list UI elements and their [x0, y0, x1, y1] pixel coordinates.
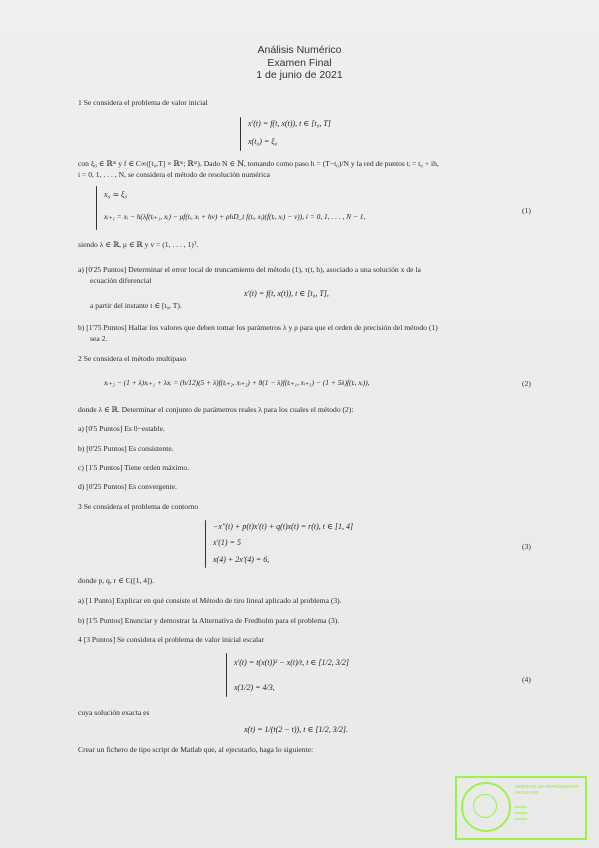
problem-2-intro: 2 Se considera el método multipaso [78, 354, 187, 363]
problem-4-initial-condition: x(1/2) = 4/3, [234, 683, 275, 692]
problem-1-part-a-3: a partir del instante t ∈ [t₀, T). [90, 301, 182, 310]
problem-3-bvp-right: x(4) + 2x'(4) = 6, [213, 555, 270, 564]
problem-4-intro: 4 [3 Puntos] Se considera el problema de valor inicial escalar [78, 635, 264, 644]
exam-header [0, 44, 599, 82]
problem-3-intro: 3 Se considera el problema de contorno [78, 502, 199, 511]
equation-number: (4) [522, 675, 531, 684]
problem-1-part-b: b) [1'75 Puntos] Hallar los valores que deben tomar los parámetros λ y ρ para que el orden de precisión del método (1) [78, 323, 438, 332]
problem-2-method: xᵢ₊₂ − (1 + λ)xᵢ₊₁ + λxᵢ = (h/12)(5 + λ)f(tᵢ₊₂, xᵢ₊₂) + 8(1 − λ)f(tᵢ₊₁, xᵢ₊₁) − (1 + 5λ)f(tᵢ, xᵢ)), [104, 378, 370, 387]
problem-1-part-a-ode: x'(t) = f(t, x(t)), t ∈ [t₀, T], [244, 289, 329, 298]
exam-date: 1 de junio de 2021 [256, 69, 343, 81]
problem-1-part-a-2: ecuación diferencial [90, 276, 152, 285]
problem-2-part-c: c) [1'5 Puntos] Tiene orden máximo. [78, 463, 190, 472]
problem-4-exact-solution: x(t) = 1/(t(2 − t)), t ∈ [1/2, 3/2]. [244, 725, 349, 734]
problem-3-part-a: a) [1 Punto] Explicar en qué consiste el Método de tiro lineal aplicado al problema (3). [78, 596, 342, 605]
brace [205, 520, 206, 568]
problem-3-bvp-equation: −x''(t) + p(t)x'(t) + q(t)x(t) = r(t), t ∈ [1, 4] [213, 522, 354, 531]
problem-1-conditions: con ξ₀ ∈ ℝᵐ y f ∈ C∞([t₀,T] × ℝᵐ; ℝᵐ). Dado N ∈ ℕ, tomando como paso h = (T−t₀)/N y la red de puntos tᵢ = t₀ + ih, [78, 159, 439, 168]
problem-1-part-a: a) [0'25 Puntos] Determinar el error local de truncamiento del método (1), τ(t, h), asociado a una solución x de la [78, 265, 421, 274]
problem-4-task: Crear un fichero de tipo script de Matlab que, al ejecutarlo, haga lo siguiente: [78, 745, 314, 754]
problem-3-part-b: b) [1'5 Puntos] Enunciar y demostrar la Alternativa de Fredholm para el problema (3). [78, 616, 340, 625]
equation-number: (2) [522, 379, 531, 388]
course-title: Análisis Numérico [257, 44, 342, 56]
equation-number: (3) [522, 542, 531, 551]
problem-2-where: donde λ ∈ ℝ. Determinar el conjunto de parámetros reales λ para los cuales el método (2): [78, 405, 354, 414]
equation-number: (1) [522, 206, 531, 215]
problem-2-part-d: d) [0'25 Puntos] Es convergente. [78, 482, 177, 491]
problem-1-parameters: siendo λ ∈ ℝ, μ ∈ ℝ y v = (1, . . . , 1)ᵀ. [78, 240, 199, 249]
exam-title: Examen Final [267, 56, 332, 69]
problem-3-bvp-left: x'(1) = 5 [213, 538, 241, 547]
reprography-stamp [455, 776, 587, 840]
method-1-start: x₀ ≃ ξ₀ [104, 190, 128, 199]
problem-2-part-b: b) [0'25 Puntos] Es consistente. [78, 444, 174, 453]
stamp-lines [457, 802, 585, 820]
brace [96, 186, 97, 230]
problem-1-ode: x'(t) = f(t, x(t)), t ∈ [t₀, T] [248, 119, 331, 128]
problem-4-solution-intro: cuya solución exacta es [78, 708, 150, 717]
method-1-step: xᵢ₊₁ = xᵢ − h(λf(tᵢ₊₁, xᵢ) − μf(tᵢ, xᵢ + hv) + ρhD_t f(tᵢ, xᵢ)(f(tᵢ, xᵢ) − v)), i = 0, 1, . . . , N − 1, [104, 212, 366, 221]
problem-1-conditions-2: i = 0, 1, . . . , N, se considera el método de resolución numérica [78, 170, 270, 179]
problem-4-ode: x'(t) = t(x(t))² − x(t)/t, t ∈ [1/2, 3/2] [234, 658, 350, 667]
brace [240, 117, 241, 151]
problem-2-part-a: a) [0'5 Puntos] Es 0−estable. [78, 424, 165, 433]
problem-1-part-b-2: sea 2. [90, 334, 108, 343]
stamp-text: SERVICIO DE REPROGRAFÍA · FACULTAD [515, 784, 582, 795]
problem-1-intro: 1 Se considera el problema de valor inicial [78, 98, 208, 107]
brace [226, 653, 227, 697]
problem-1-initial-condition: x(t₀) = ξ₀ [248, 137, 278, 146]
problem-3-where: donde p, q, r ∈ C([1, 4]). [78, 576, 155, 585]
